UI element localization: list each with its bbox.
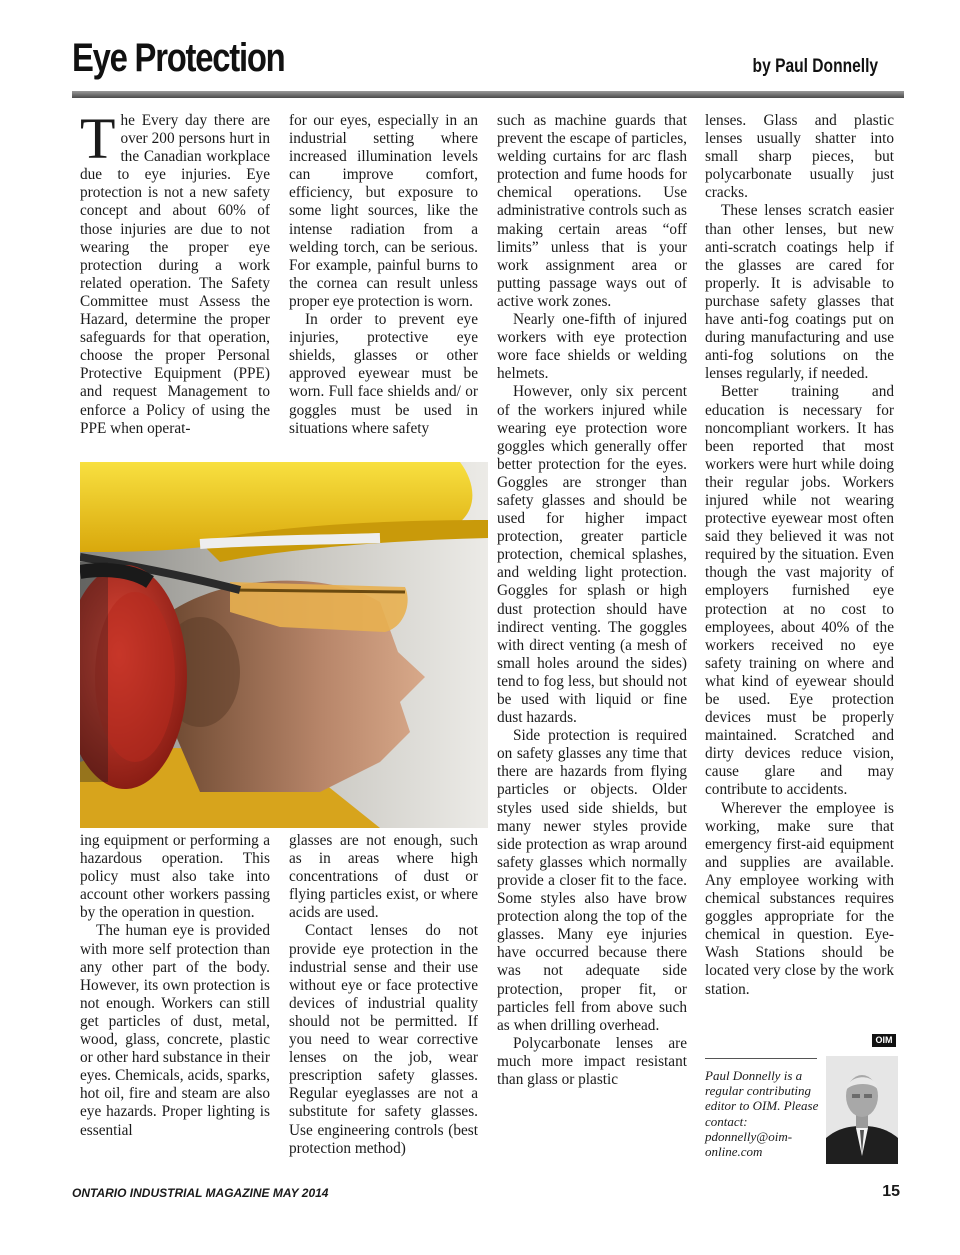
paragraph: Better training and education is necessary for noncompliant workers. It has been reported that most workers were hurt while doing their regular jobs. Workers injured while not wearing protective eyewear most often said they believed it was not required by the situation. Even though the vast majority of employers furnished eye protection at no cost to employees, about 40% of the workers received no eye safety training on where and what kind of eyewear should be used. Eye protection devices must be properly maintained. Scratched and dirty devices reduce vision, cause glare and may contribute to accidents.: [705, 383, 894, 799]
author-bio: Paul Donnelly is a regular contributing editor to OIM. Please contact: pdonnelly@oim-online.com: [705, 1068, 819, 1160]
paragraph: glasses are not enough, such as in areas where high concentrations of dust or flying particles exist, or where acids are used.: [289, 832, 478, 922]
paragraph: However, only six percent of the workers injured while wearing eye protection wore goggles which generally offer better protection for the eyes. Goggles are stronger than safety glasses and should be used for higher impact protection, greater particle protection, chemical splashes, and welding light protection. Goggles for splash or high dust protection should have indirect venting. The goggles with direct venting (a mesh of small holes around the sides) tend to fog less, but should not be used with liquid or fine dust hazards.: [497, 383, 687, 727]
paragraph: Wherever the employee is working, make sure that emergency first-aid equipment and supplies are available. Any employee working with chemical substances requires goggles appropriate for the chemical in question. Eye-Wash Stations should be located very close by the work station.: [705, 799, 894, 998]
paragraph-text: he Every day there are over 200 persons hurt in the Canadian workplace due to eye injuries. Eye protection is not a new safety concept and about 60% of those injuries are due to not wearing the proper eye protection during a work related operation. The Safety Committee must Assess the Hazard, determine the proper safeguards for that operation, choose the proper Personal Protective Equipment (PPE) and request Management to enforce a Policy of using the PPE when operat-: [80, 112, 270, 437]
safety-worker-photo: [80, 462, 488, 828]
column-1-bottom: [80, 832, 270, 1180]
column-4: [705, 112, 894, 1052]
paragraph: These lenses scratch easier than other lenses, but new anti-scratch coatings help if the glasses are cared for properly. It is advisable to purchase safety glasses that have anti-fog coatings put on during manufacturing and use anti-fog solutions on the lenses regularly, if needed.: [705, 202, 894, 383]
page-number: 15: [882, 1183, 900, 1200]
paragraph: Contact lenses do not provide eye protection in the industrial sense and their use without eye or face protective devices of industrial quality should not be permitted. If you need to wear corrective lenses on the job, wear prescription safety glasses. Regular eyeglasses are not a substitute for safety glasses. Use engineering controls (best protection method): [289, 922, 478, 1157]
publication-footer: ONTARIO INDUSTRIAL MAGAZINE MAY 2014: [72, 1186, 329, 1200]
author-byline: by Paul Donnelly: [752, 56, 878, 77]
paragraph: for our eyes, especially in an industrial setting where increased illumination levels can improve comfort, efficiency, but exposure to some light sources, like the intense radiation from a welding torch, can be serious. For example, painful burns to the cornea can result unless proper eye protection is worn.: [289, 112, 478, 310]
paragraph: ing equipment or performing a hazardous operation. This policy must also take into account other workers passing by the operation in question.: [80, 832, 270, 922]
paragraph: such as machine guards that prevent the escape of particles, welding curtains for arc flash protection and fume hoods for chemical operations. Use administrative controls such as making certain areas “off limits” unless that is your work assignment area or putting passage ways out of active work zones.: [497, 112, 687, 310]
end-mark-logo: OIM: [872, 1034, 896, 1047]
worker-illustration: [80, 462, 488, 828]
paragraph: lenses. Glass and plastic lenses usually shatter into small sharp pieces, but polycarbonate usually just cracks.: [705, 112, 894, 202]
column-3: [497, 112, 687, 1180]
paragraph: In order to prevent eye injuries, protective eye shields, glasses or other approved eyewear must be worn. Full face shields and/ or goggles must be used in situations where safety: [289, 311, 478, 437]
paragraph: [80, 112, 270, 438]
author-portrait: [826, 1056, 898, 1164]
paragraph: Nearly one-fifth of injured workers with eye protection wore face shields or welding helmets.: [497, 311, 687, 383]
header-rule: [72, 91, 904, 98]
column-1-top: [80, 112, 270, 460]
paragraph: The human eye is provided with more self protection than any other part of the body. However, its own protection is not enough. Workers can still get particles of dust, metal, wood, glass, concrete, plastic or other hard substance in their eyes. Chemicals, acids, sparks, hot oil, fire and steam are also eye hazards. Proper lighting is essential: [80, 922, 270, 1139]
portrait-illustration: [826, 1056, 898, 1164]
column-2-bottom: [289, 832, 478, 1180]
bio-divider: [705, 1058, 817, 1059]
column-2-top: [289, 112, 478, 460]
drop-cap: T: [80, 112, 116, 171]
paragraph: Side protection is required on safety glasses any time that there are hazards from flying particles or objects. Older styles used side shields, but many newer styles provide side protection as wrap around safety glasses which normally provide a closer fit to the face. Some styles also have brow protection along the top of the glasses. Many eye injuries have occurred because there was not adequate side protection, proper fit, or particles fell from above such as when drilling overhead.: [497, 727, 687, 1034]
paragraph: Polycarbonate lenses are much more impact resistant than glass or plastic: [497, 1034, 687, 1088]
article-title: Eye Protection: [72, 36, 285, 80]
